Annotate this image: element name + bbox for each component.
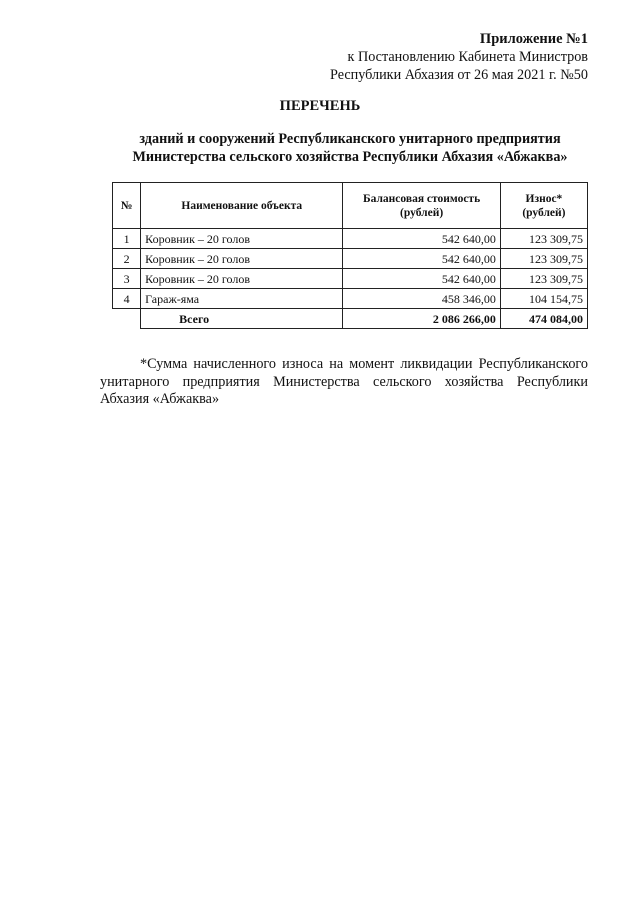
table-total-row xyxy=(113,309,588,329)
row-num: 2 xyxy=(113,249,141,269)
row-wear: 104 154,75 xyxy=(500,289,587,309)
row-balance: 542 640,00 xyxy=(343,229,500,249)
appendix-header xyxy=(330,30,588,84)
row-balance: 542 640,00 xyxy=(343,249,500,269)
header-balance: Балансовая стоимость (рублей) xyxy=(343,183,500,229)
row-name: Коровник – 20 голов xyxy=(141,229,343,249)
header-wear: Износ* (рублей) xyxy=(500,183,587,229)
table-row xyxy=(113,229,588,249)
row-wear: 123 309,75 xyxy=(500,249,587,269)
row-name: Коровник – 20 голов xyxy=(141,249,343,269)
document-subtitle xyxy=(70,130,630,166)
table-header-row xyxy=(113,183,588,229)
appendix-line-2: Республики Абхазия от 26 мая 2021 г. №50 xyxy=(330,67,588,83)
subtitle-line-1: зданий и сооружений Республиканского унитарного предприятия xyxy=(139,131,561,147)
row-wear: 123 309,75 xyxy=(500,269,587,289)
row-num: 3 xyxy=(113,269,141,289)
footnote: *Сумма начисленного износа на момент ликвидации Республиканского унитарного предприятия Министерства сельского хозяйства Республики Абхазия «Абжаква» xyxy=(100,356,588,407)
row-num: 4 xyxy=(113,289,141,309)
total-wear: 474 084,00 xyxy=(500,309,587,329)
document-title: ПЕРЕЧЕНЬ xyxy=(279,98,361,114)
row-name: Коровник – 20 голов xyxy=(141,269,343,289)
row-name: Гараж-яма xyxy=(141,289,343,309)
total-empty-cell xyxy=(113,309,141,329)
assets-table xyxy=(112,182,588,329)
row-balance: 542 640,00 xyxy=(343,269,500,289)
total-label: Всего xyxy=(141,309,343,329)
subtitle-line-2: Министерства сельского хозяйства Республики Абхазия «Абжаква» xyxy=(132,149,568,165)
total-balance: 2 086 266,00 xyxy=(343,309,500,329)
row-wear: 123 309,75 xyxy=(500,229,587,249)
row-balance: 458 346,00 xyxy=(343,289,500,309)
header-name: Наименование объекта xyxy=(141,183,343,229)
header-num: № xyxy=(113,183,141,229)
appendix-title: Приложение №1 xyxy=(479,31,588,47)
appendix-line-1: к Постановлению Кабинета Министров xyxy=(347,49,588,65)
table-row xyxy=(113,269,588,289)
table-row xyxy=(113,249,588,269)
table-row xyxy=(113,289,588,309)
row-num: 1 xyxy=(113,229,141,249)
